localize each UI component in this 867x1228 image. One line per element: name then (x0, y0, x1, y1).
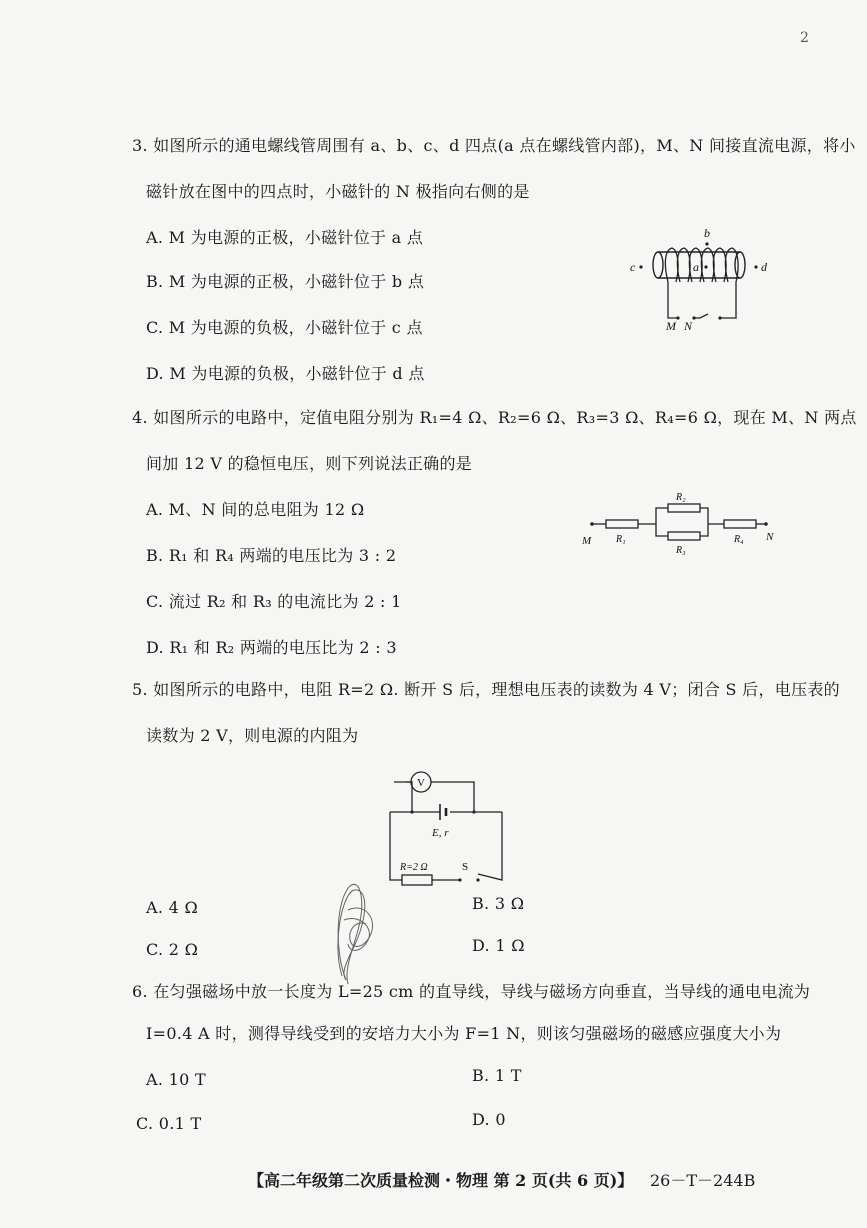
resistor-network-figure (578, 490, 778, 556)
q5-option-b: B. 3 Ω (472, 894, 525, 913)
q4-stem-line2: 间加 12 V 的稳恒电压，则下列说法正确的是 (146, 454, 473, 473)
q3-option-d: D. M 为电源的负极，小磁针位于 d 点 (146, 364, 425, 383)
q3-stem-line1: 3. 如图所示的通电螺线管周围有 a、b、c、d 四点(a 点在螺线管内部)，M、N 间接直流电源，将小 (132, 136, 856, 155)
q5-option-c: C. 2 Ω (146, 940, 199, 959)
q6-stem-line1: 6. 在匀强磁场中放一长度为 L=25 cm 的直导线，导线与磁场方向垂直，当导线的通电电流为 (132, 982, 811, 1001)
label-r: R=2 Ω (400, 862, 428, 873)
q5-option-a: A. 4 Ω (146, 898, 199, 917)
q4-option-c: C. 流过 R₂ 和 R₃ 的电流比为 2 : 1 (146, 592, 402, 611)
solenoid-figure (620, 222, 790, 334)
label-b: b (704, 226, 710, 240)
label-v: V (417, 777, 425, 789)
exam-code: 26－T－244B (650, 1171, 756, 1190)
q5-stem-line1: 5. 如图所示的电路中，电阻 R=2 Ω. 断开 S 后，理想电压表的读数为 4 V；闭合 S 后，电压表的 (132, 680, 840, 699)
q3-option-a: A. M 为电源的正极，小磁针位于 a 点 (146, 228, 424, 247)
q4-option-a: A. M、N 间的总电阻为 12 Ω (146, 500, 365, 519)
q6-option-b: B. 1 T (472, 1066, 522, 1085)
label-n: N (684, 319, 693, 333)
label-m: M (582, 535, 592, 547)
q6-option-d: D. 0 (472, 1110, 506, 1129)
q6-stem-line2: I=0.4 A 时，测得导线受到的安培力大小为 F=1 N，则该匀强磁场的磁感应强度大小为 (146, 1024, 782, 1043)
label-r4: R₄ (734, 534, 744, 545)
q3-option-b: B. M 为电源的正极，小磁针位于 b 点 (146, 272, 425, 291)
label-r3: R₃ (676, 545, 686, 556)
q5-option-d: D. 1 Ω (472, 936, 525, 955)
q4-option-d: D. R₁ 和 R₂ 两端的电压比为 2 : 3 (146, 638, 397, 657)
label-c: c (630, 260, 636, 274)
q6-option-c: C. 0.1 T (136, 1114, 202, 1133)
label-r2: R₂ (676, 492, 686, 503)
label-n: N (766, 531, 774, 543)
label-m: M (666, 319, 676, 333)
q3-option-c: C. M 为电源的负极，小磁针位于 c 点 (146, 318, 423, 337)
pencil-scribble (326, 880, 386, 990)
q4-stem-line1: 4. 如图所示的电路中，定值电阻分别为 R₁=4 Ω、R₂=6 Ω、R₃=3 Ω、R₄=6 Ω，现在 M、N 两点 (132, 408, 857, 427)
label-er: E, r (432, 827, 449, 839)
label-a: a (693, 260, 699, 274)
voltmeter-circuit-figure (382, 768, 512, 890)
q5-stem-line2: 读数为 2 V，则电源的内阻为 (146, 726, 359, 745)
q6-option-a: A. 10 T (146, 1070, 206, 1089)
q3-stem-line2: 磁针放在图中的四点时，小磁针的 N 极指向右侧的是 (146, 182, 530, 201)
q4-option-b: B. R₁ 和 R₄ 两端的电压比为 3 : 2 (146, 546, 397, 565)
label-r1: R₁ (616, 534, 626, 545)
page-footer: 【高二年级第二次质量检测・物理 第 2 页(共 6 页)】 (248, 1171, 634, 1190)
label-s: S (462, 861, 469, 873)
label-d: d (761, 260, 767, 274)
page-mark: 2 (800, 30, 809, 46)
